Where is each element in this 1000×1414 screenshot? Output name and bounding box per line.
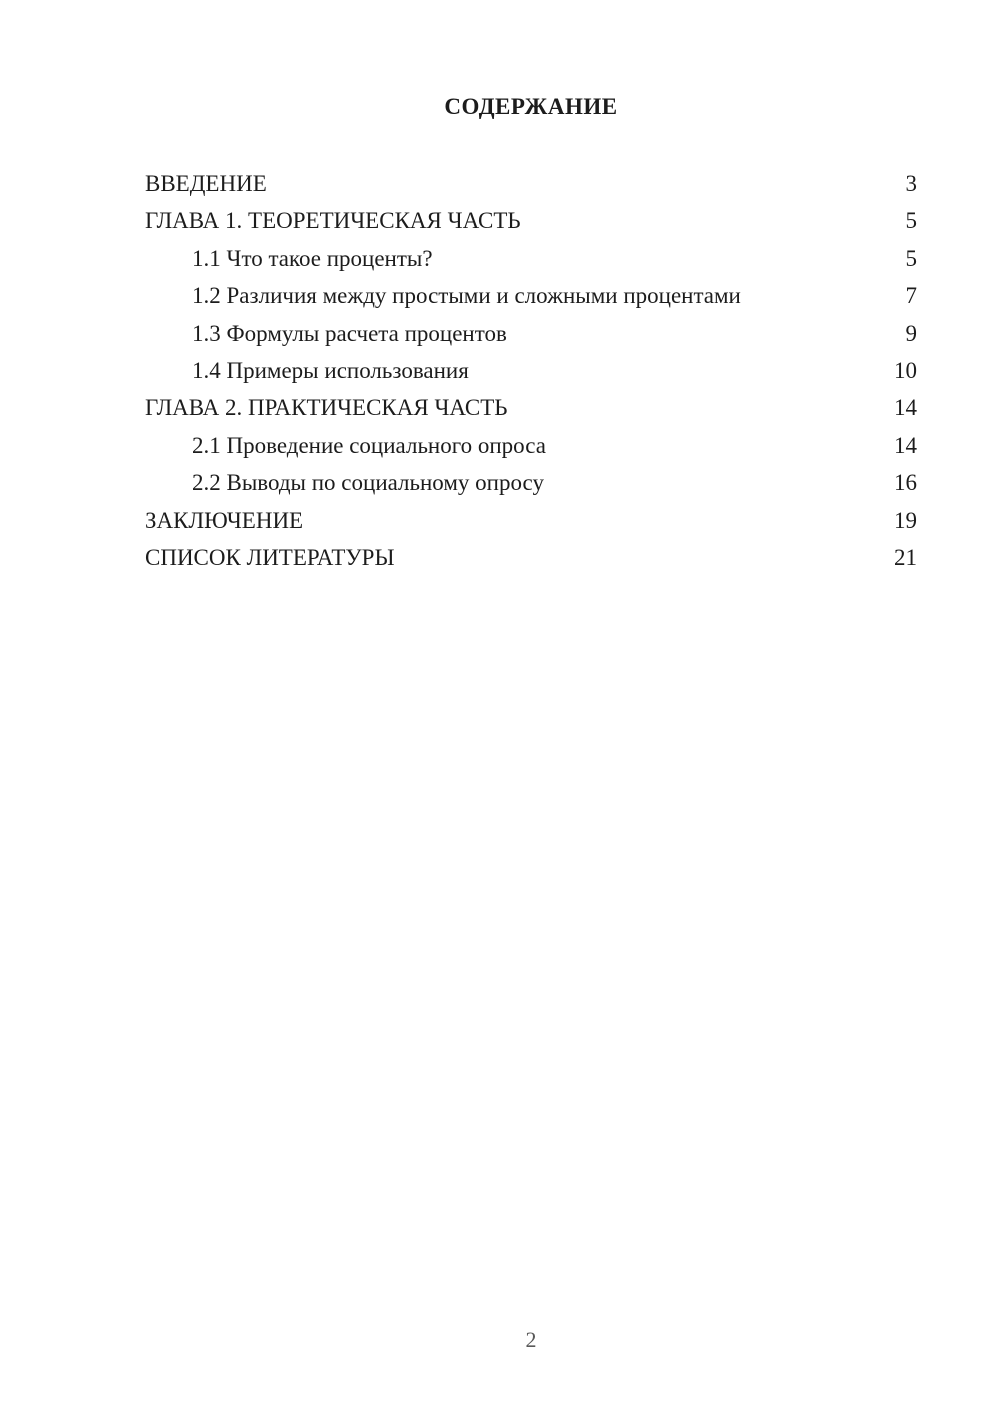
toc-entry[interactable] [145, 240, 917, 277]
toc-entry-label: СПИСОК ЛИТЕРАТУРЫ [145, 544, 395, 570]
toc-entry-label: ГЛАВА 1. ТЕОРЕТИЧЕСКАЯ ЧАСТЬ [145, 208, 521, 234]
toc-entry-label: 2.1 Проведение социального опроса [192, 432, 546, 458]
toc-entry-page-number: 3 [905, 171, 917, 196]
toc-entry-page-number: 9 [905, 320, 917, 346]
toc-entry-label: 1.4 Примеры использования [192, 357, 469, 383]
toc-entry-page-number: 14 [894, 432, 917, 458]
toc-entry[interactable] [145, 315, 917, 352]
toc-entry-page-number: 21 [894, 544, 917, 570]
toc-entry[interactable] [145, 427, 917, 464]
text-column [145, 93, 917, 576]
toc-entry[interactable] [145, 202, 917, 239]
toc-entry-page-number: 10 [894, 357, 917, 383]
toc-entry-page-number: 16 [894, 470, 917, 496]
toc-entry-page-number: 19 [894, 507, 917, 533]
toc-entry-label: ВВЕДЕНИЕ [145, 171, 267, 196]
toc-entry-label: 1.3 Формулы расчета процентов [192, 320, 507, 346]
toc-entry[interactable] [145, 539, 917, 576]
toc-entry[interactable] [145, 389, 917, 426]
toc-entry[interactable] [145, 352, 917, 389]
footer-page-number: 2 [525, 1327, 537, 1352]
toc-entry[interactable] [145, 165, 917, 202]
toc-entry-label: 2.2 Выводы по социальному опросу [192, 470, 544, 496]
toc-entry-label: ЗАКЛЮЧЕНИЕ [145, 507, 304, 533]
toc-entry[interactable] [145, 502, 917, 539]
page-title: СОДЕРЖАНИЕ [444, 94, 618, 119]
toc-entry-page-number: 5 [905, 208, 917, 234]
toc-entry[interactable] [145, 464, 917, 501]
toc-entry-page-number: 7 [905, 283, 917, 309]
toc-entry-page-number: 5 [905, 245, 917, 271]
toc-entry-label: 1.1 Что такое проценты? [192, 245, 433, 271]
toc-list [145, 165, 917, 576]
toc-entry-label: 1.2 Различия между простыми и сложными процентами [192, 283, 741, 309]
toc-entry[interactable] [145, 277, 917, 314]
toc-entry-page-number: 14 [894, 395, 917, 421]
toc-entry-label: ГЛАВА 2. ПРАКТИЧЕСКАЯ ЧАСТЬ [145, 395, 508, 421]
